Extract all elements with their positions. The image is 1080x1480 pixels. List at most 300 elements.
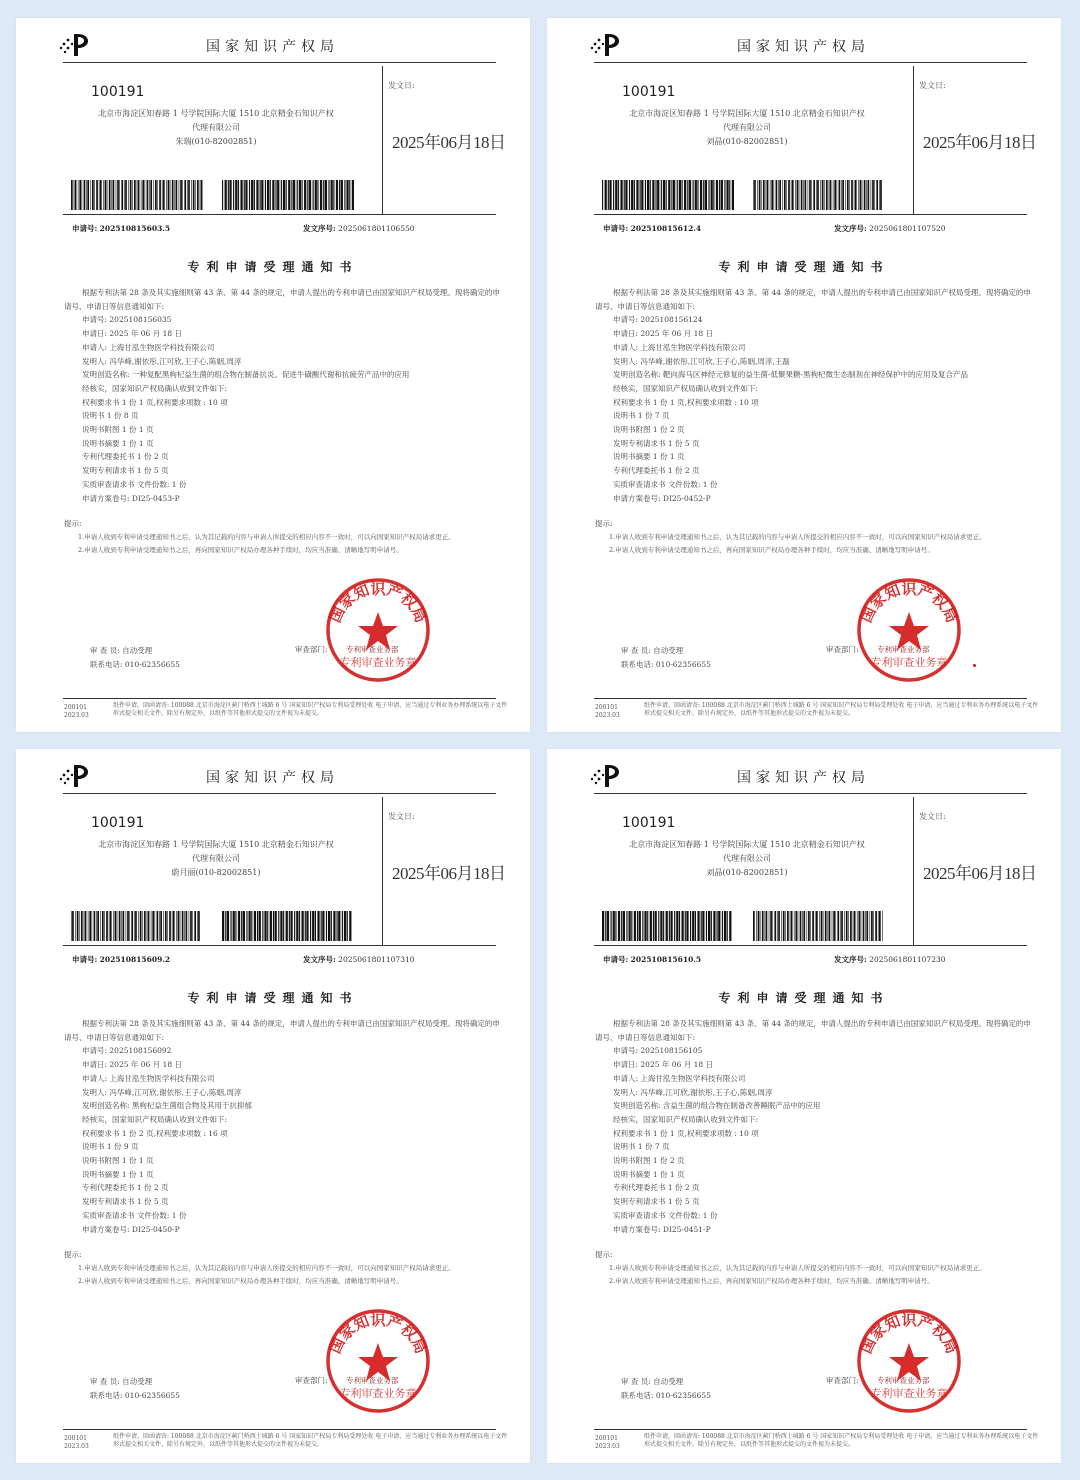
list-item: 专利代理委托书 1 份 2 页 [82,452,169,462]
barcode-bar [845,180,846,210]
barcode-bar [613,911,615,941]
list-item: 申请方案卷号: DI25-0450-P [82,1224,180,1234]
barcode-bar [235,180,237,210]
official-seal-icon [853,1305,965,1417]
barcode-bar [238,180,239,210]
form-code: 200101 2023.03 [595,1435,620,1450]
barcode-bar [803,180,804,210]
barcode-bar [833,911,835,941]
postcode: 100191 [91,84,145,100]
list-item: 经核实，国家知识产权局确认收到文件如下: [82,1114,228,1124]
barcode-bar [288,180,290,210]
barcode-bar [848,911,849,941]
barcode-bar [758,911,760,941]
barcode-bar [162,180,163,210]
barcode-bar [824,180,825,210]
footer-note: 纸件申请，回函请寄: 100088 北京市海淀区蓟门桥西土城路 6 号 国家知识产权局专利局受理处收 电子申请，应当通过专利业务办理系统以电子文件形式提交相关文件。除另有规定外，以纸件等其他形式提交的文件视为未提交。 [113,1433,508,1448]
barcode-bar [854,911,856,941]
barcode-bar [835,911,836,941]
list-item: 经核实，国家知识产权局确认收到文件如下: [613,383,759,393]
item-list [64,1044,504,1236]
barcode-bar [349,911,351,941]
barcode-bar [661,180,662,210]
barcode-bar [290,911,292,941]
list-item: 发明人: 冯华峰,谢依彤,江可欣,王子心,陈姻,周淳,王磊 [613,356,790,366]
barcode-bar [233,911,235,941]
notice-title: 专利申请受理通知书 [718,260,890,274]
barcode-bar [623,911,625,941]
barcode-bar [634,180,635,210]
barcode-bar [815,911,816,941]
barcode-bar [275,180,276,210]
barcode-bar [283,180,285,210]
barcode-bar [690,911,691,941]
list-item: 发明人: 冯华峰,谢依彤,江可欣,王子心,陈姻,周淳 [82,356,242,366]
barcode-bar [620,180,622,210]
header-rule [594,793,1027,794]
barcode-bar [802,911,803,941]
barcode-bar [689,180,691,210]
barcode-bar [265,180,266,210]
barcode-bar [75,911,76,941]
barcode-bar [602,911,604,941]
barcode-bar [756,911,757,941]
barcode-bar [776,180,778,210]
barcode-bar [163,911,164,941]
list-item: 申请人: 上海甘泓生物医学科技有限公司 [613,342,746,352]
intro-paragraph: 根据专利法第 28 条及其实施细则第 43 条、第 44 条的规定，申请人提出的专利申请已由国家知识产权局受理。现将确定的申请号、申请日等信息通知如下: [64,1019,500,1042]
barcode-bar [87,180,89,210]
footer-rule [63,698,496,699]
barcode-bar [305,911,306,941]
barcode-bar [339,180,340,210]
list-item: 发明人: 冯华峰,江可欣,谢依彤,王子心,陈姻,周淳 [613,1087,773,1097]
footer-note: 纸件申请，回函请寄: 100088 北京市海淀区蓟门桥西土城路 6 号 国家知识产权局专利局受理处收 电子申请，应当通过专利业务办理系统以电子文件形式提交相关文件。除另有规定外，以纸件等其他形式提交的文件视为未提交。 [644,1433,1039,1448]
barcode-bar [787,911,789,941]
barcode-bar [697,180,698,210]
form-code: 200101 2023.03 [595,704,620,719]
tips-title: 提示: [595,519,613,529]
barcode-bar [149,180,150,210]
barcode-bar [803,911,805,941]
intro-paragraph: 根据专利法第 28 条及其实施细则第 43 条、第 44 条的规定，申请人提出的专利申请已由国家知识产权局受理。现将确定的申请号、申请日等信息通知如下: [64,288,500,311]
barcode-bar [676,911,678,941]
barcode-bar [333,911,335,941]
barcode-bar [178,911,180,941]
official-seal-icon [853,574,965,686]
cnipa-logo-icon [56,761,96,791]
examiner-info: 审 查 员: 自动受理 联系电话: 010-62356655 [90,646,180,669]
barcode-bar [772,911,773,941]
barcode-bar [111,180,112,210]
barcode-bar [135,911,137,941]
barcode-bar [233,180,234,210]
barcode-bar [138,911,139,941]
barcode-bar [621,911,622,941]
barcode-bar [231,911,232,941]
list-item: 申请日: 2025 年 06 月 18 日 [82,1060,183,1070]
barcode-bar [837,911,839,941]
barcode-icon [753,911,885,941]
seal-text: 国家知识产权局 [856,1311,962,1357]
list-item: 发明专利请求书 1 份 5 页 [613,1197,700,1207]
barcode-bar [191,180,192,210]
barcode-bar [338,911,340,941]
barcode-bar [186,911,188,941]
barcode-bar [833,180,834,210]
seal-bottom-text: 专利审查业务章 [870,1387,948,1400]
barcode-bar [119,180,120,210]
barcode-bar [246,911,247,941]
barcode-bar [182,911,184,941]
list-item: 申请日: 2025 年 06 月 18 日 [613,329,714,339]
barcode-bar [753,911,755,941]
barcode-bar [765,911,766,941]
barcode-bar [821,911,823,941]
barcode-bar [862,180,863,210]
barcode-bar [251,911,252,941]
barcode-bar [159,180,161,210]
issue-date: 2025年06月18日 [923,133,1037,152]
barcode-bar [870,911,871,941]
barcode-bar [77,911,79,941]
barcode-bar [320,180,322,210]
barcode-icon [602,180,734,210]
barcode-bar [127,911,129,941]
barcode-bar [800,911,802,941]
barcode-bar [826,180,828,210]
barcode-bar [243,911,245,941]
barcode-bar [315,180,317,210]
barcode-bar [134,911,135,941]
barcode-bar [289,911,290,941]
barcode-bar [679,180,681,210]
barcode-bar [770,911,772,941]
barcode-bar [197,180,199,210]
barcode-bar [668,180,670,210]
barcode-bar [816,911,818,941]
tip-1: 1.申请人收到专利申请受理通知书之后，认为其记载的内容与申请人所提交的相应内容不一致时，可以向国家知识产权局请求更正。 [609,532,986,541]
barcode-bar [864,180,866,210]
notice-body [595,1017,1035,1288]
barcode-bar [102,911,104,941]
barcode-bar [868,180,870,210]
barcode-bar [663,911,664,941]
header-bottom-rule [63,214,496,215]
barcode-bar [121,911,122,941]
list-item: 说明书摘要 1 份 1 页 [613,1169,685,1179]
office-title: 国家知识产权局 [737,39,870,55]
intro-paragraph: 根据专利法第 28 条及其实施细则第 43 条、第 44 条的规定，申请人提出的专利申请已由国家知识产权局受理。现将确定的申请号、申请日等信息通知如下: [595,1019,1031,1042]
list-item: 实质审查请求书 文件份数: 1 份 [613,1210,718,1220]
issue-date-label: 发文日: [388,812,415,821]
barcode-bar [841,911,843,941]
list-item: 说明书 1 份 7 页 [613,1142,670,1152]
barcode-bar [799,180,800,210]
cnipa-logo-icon [587,30,627,60]
barcode-bar [260,180,261,210]
list-item: 申请号: 2025108156124 [613,315,703,325]
barcode-bar [113,911,114,941]
barcode-bar [778,911,780,941]
barcode-bar [115,911,117,941]
barcode-bar [326,911,327,941]
serial-number: 发文序号: 2025061801107230 [834,955,946,964]
barcode-bar [79,911,80,941]
barcode-bar [682,180,683,210]
barcode-bar [618,180,619,210]
notice-body [595,286,1035,557]
barcode-bar [195,180,196,210]
barcode-bar [795,911,797,941]
barcode-bar [837,180,838,210]
tips-title: 提示: [64,519,82,529]
office-title: 国家知识产权局 [737,770,870,786]
barcode-bar [871,180,872,210]
barcode-bar [823,911,824,941]
list-item: 发明创造名称: 靶向海马区神经元修复的益生菌-低聚果糖-黑枸杞微生态制剂在神经保护中的应用及复合产品 [613,370,968,380]
header-bottom-rule [594,214,1027,215]
barcode-bar [844,911,845,941]
barcode-bar [774,180,775,210]
barcode-bar [615,180,617,210]
barcode-bar [86,180,87,210]
dept-label: 审查部门: [295,645,328,654]
barcode-bar [138,180,140,210]
barcode-bar [103,180,104,210]
barcode-bar [176,911,177,941]
issue-date-label: 发文日: [388,81,415,90]
barcode-bar [673,180,675,210]
seal-bottom-text: 专利审查业务章 [339,656,417,669]
barcode-bar [198,911,200,941]
barcode-bar [109,911,110,941]
header-divider [913,797,914,945]
barcode-bar [200,180,201,210]
list-item: 申请日: 2025 年 06 月 18 日 [613,1060,714,1070]
tip-2: 2.申请人收到专利申请受理通知书之后，再向国家知识产权局办理各种手续时，均应当准确、清晰地写明申请号。 [78,545,403,554]
list-item: 发明创造名称: 黑枸杞益生菌组合物及其用于抗抑郁 [82,1101,252,1111]
barcode-bar [267,911,268,941]
list-item: 申请号: 2025108156035 [82,315,172,325]
barcode-bar [721,180,723,210]
application-number: 申请号: 202510815612.4 [603,224,702,233]
barcode-bar [652,180,654,210]
recipient-address: 北京市海淀区知春路 1 号学院国际大厦 1510 北京精金石知识产权 代理有限公司 蔚月丽(010-82002851) [98,840,334,877]
barcode-bar [611,911,612,941]
footer-note: 纸件申请，回函请寄: 100088 北京市海淀区蓟门桥西土城路 6 号 国家知识产权局专利局受理处收 电子申请，应当通过专利业务办理系统以电子文件形式提交相关文件。除另有规定外，以纸件等其他形式提交的文件视为未提交。 [644,702,1039,717]
barcode-bar [702,911,704,941]
barcode-bar [666,911,668,941]
issue-date: 2025年06月18日 [392,864,506,883]
barcode-bar [660,911,662,941]
barcode-bar [323,180,324,210]
barcode-bar [865,911,866,941]
barcode-bar [157,911,159,941]
barcode-bar [310,911,311,941]
barcode-bar [117,180,119,210]
barcode-bar [245,180,247,210]
barcode-bar [238,911,240,941]
barcode-bar [767,180,769,210]
barcode-bar [169,911,171,941]
examiner-info: 审 查 员: 自动受理 联系电话: 010-62356655 [90,1377,180,1400]
barcode-bar [249,911,251,941]
barcode-bar [228,180,229,210]
barcode-bar [312,911,314,941]
barcode-bar [732,180,734,210]
barcode-bar [89,911,91,941]
barcode-bar [75,180,77,210]
barcode-bar [822,180,824,210]
barcode-bar [645,180,646,210]
barcode-bar [875,911,877,941]
dept-name: 专利审查业务部 [346,1376,399,1385]
barcode-bar [794,911,795,941]
barcode-bar [724,180,725,210]
barcode-bar [165,911,167,941]
barcode-bar [121,180,123,210]
barcode-bar [807,911,808,941]
barcode-bar [858,180,859,210]
barcode-bar [100,911,101,941]
barcode-bar [847,180,849,210]
barcode-bar [876,180,878,210]
barcode-bar [763,180,765,210]
list-item: 说明书摘要 1 份 1 页 [82,1169,154,1179]
barcode-bar [718,911,720,941]
barcode-bar [172,911,173,941]
official-seal-icon [322,1305,434,1417]
barcode-bar [74,180,75,210]
list-item: 申请人: 上海甘泓生物医学科技有限公司 [613,1073,746,1083]
barcode-bar [811,180,812,210]
barcode-bar [697,911,699,941]
barcode-bar [286,180,287,210]
list-item: 说明书 1 份 8 页 [82,411,139,421]
barcode-bar [657,180,659,210]
barcode-bar [304,180,306,210]
barcode-bar [297,180,298,210]
list-item: 专利代理委托书 1 份 2 页 [613,466,700,476]
barcode-bar [781,911,782,941]
barcode-bar [168,180,170,210]
barcode-bar [142,180,144,210]
barcode-bar [655,911,657,941]
barcode-bar [766,911,768,941]
list-item: 专利代理委托书 1 份 2 页 [82,1183,169,1193]
barcode-bar [346,180,348,210]
barcode-bar [184,180,186,210]
issue-date: 2025年06月18日 [923,864,1037,883]
barcode-bar [816,180,817,210]
barcode-bar [820,180,821,210]
barcode-bar [873,911,874,941]
barcode-bar [344,180,345,210]
barcode-icon [222,911,354,941]
barcode-bar [256,180,258,210]
list-item: 申请人: 上海甘泓生物医学科技有限公司 [82,342,215,352]
barcode-bar [637,911,638,941]
barcode-bar [294,911,295,941]
office-title: 国家知识产权局 [206,770,339,786]
barcode-bar [653,911,654,941]
barcode-bar [839,180,841,210]
barcode-bar [257,911,258,941]
barcode-bar [711,180,713,210]
application-number: 申请号: 202510815609.2 [72,955,171,964]
barcode-bar [159,911,160,941]
item-list [595,313,1035,505]
barcode-bar [798,911,799,941]
barcode-bar [94,180,95,210]
barcode-bar [788,180,790,210]
cnipa-logo-icon [56,30,96,60]
barcode-bar [609,180,611,210]
barcode-bar [148,911,150,941]
barcode-bar [155,180,157,210]
barcode-bar [141,180,142,210]
list-item: 说明书 1 份 9 页 [82,1142,139,1152]
patent-notice [16,18,530,732]
tip-1: 1.申请人收到专利申请受理通知书之后，认为其记载的内容与申请人所提交的相应内容不一致时，可以向国家知识产权局请求更正。 [78,532,455,541]
barcode-bar [132,180,133,210]
barcode-bar [157,180,158,210]
postcode: 100191 [622,815,676,831]
barcode-bar [754,180,756,210]
barcode-bar [131,911,133,941]
barcode-bar [244,180,245,210]
header-rule [594,62,1027,63]
barcode-bar [189,911,190,941]
barcode-icon [71,911,203,941]
list-item: 说明书摘要 1 份 1 页 [613,452,685,462]
issue-date-label: 发文日: [919,812,946,821]
barcode-bar [677,180,678,210]
dept-name: 专利审查业务部 [346,645,399,654]
barcode-bar [254,911,256,941]
barcode-bar [813,180,815,210]
barcode-bar [182,180,183,210]
barcode-bar [717,911,718,941]
barcode-bar [777,911,778,941]
barcode-bar [306,911,308,941]
barcode-bar [184,911,185,941]
barcode-bar [708,180,709,210]
barcode-bar [784,180,786,210]
barcode-bar [842,180,844,210]
barcode-bar [349,180,350,210]
barcode-bar [328,911,330,941]
header-rule [63,793,496,794]
barcode-bar [150,180,152,210]
barcode-bar [94,911,96,941]
barcode-bar [173,911,175,941]
barcode-bar [100,180,102,210]
barcode-bar [281,180,282,210]
barcode-bar [834,180,836,210]
barcode-bar [166,180,167,210]
barcode-icon [753,180,885,210]
barcode-bar [729,911,731,941]
barcode-bar [618,911,620,941]
barcode-bar [140,911,142,941]
barcode-bar [160,911,162,941]
barcode-bar [863,911,865,941]
list-item: 权利要求书 1 份 2 页,权利要求项数 : 16 项 [82,1128,228,1138]
barcode-bar [251,180,253,210]
ink-dot [973,664,976,667]
